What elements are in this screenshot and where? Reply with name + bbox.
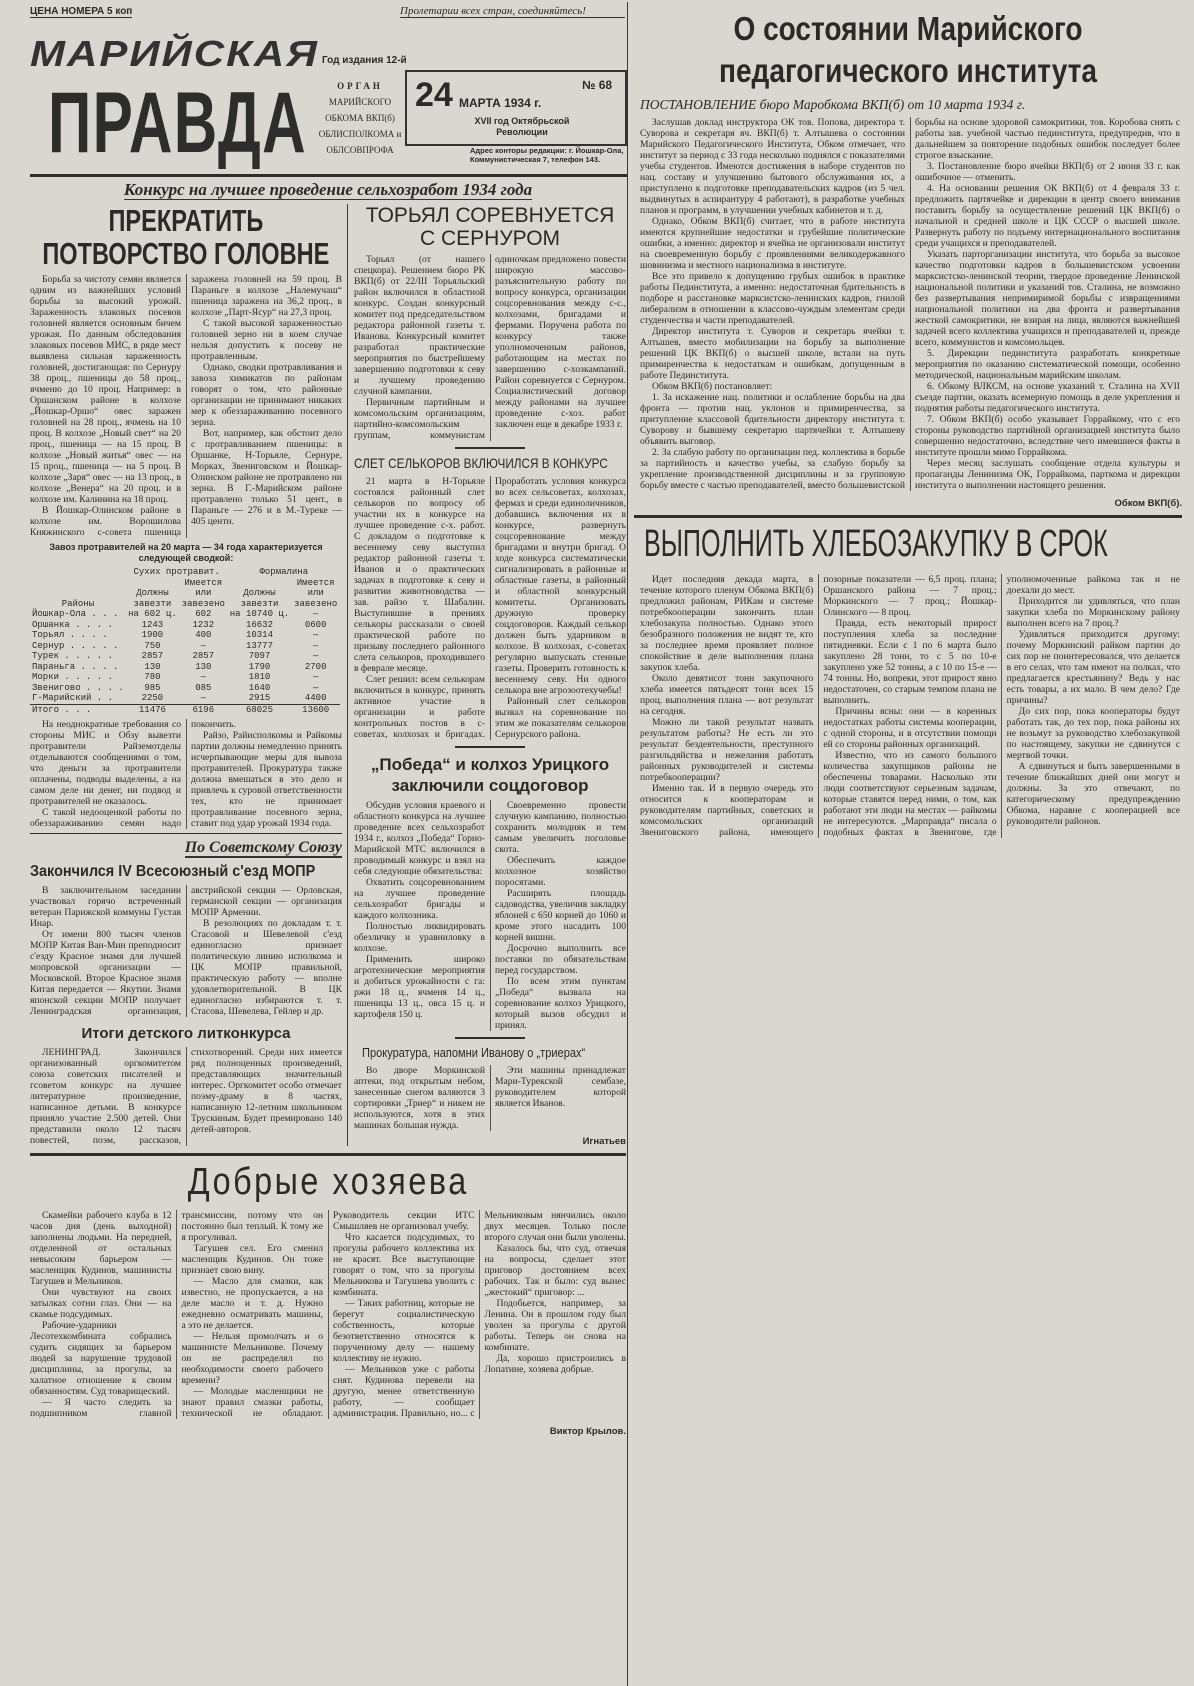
- paragraph: Можно ли такой результат назвать результатом работы? Не есть ли это результат бездеятельности, преступного разгильдяйства и нежелания работать районных руководителей и системы потребкооперации?: [640, 717, 814, 783]
- paragraph: — Нельзя промолчать и о машинисте Мельникове. Почему он не распределял по необходимости своего рабочего времени?: [181, 1331, 323, 1386]
- rubric-sovsoyuz: По Советскому Союзу: [184, 839, 342, 856]
- organ-line: МАРИЙСКОГО: [328, 97, 392, 107]
- headline-itogi: Итоги детского литконкурса: [81, 1025, 291, 1042]
- table-cell: —: [312, 682, 319, 693]
- paragraph: С такой высокой зараженностью головней зерно ни в коем случае нельзя допустить к посеву не протравленным.: [191, 318, 342, 362]
- paragraph: 21 марта в Н-Торьяле состоялся районный слет селькоров по вопросу об участии их в конкурсе на лучшее проведение с-х. работ. С докладом о подготовке к весеннему севу выступил редактор районной газеты т. Иванов и о практических задачах в подготовке к севу и развитии животноводства — зав. райзо т. Шабалин. Выступившие в прениях селькоры рассказали о своей практической работе по призыву последнего районного слета селькоров, проходившего в феврале месяце.: [354, 476, 485, 674]
- paragraph: Известно, что из самого большого количества закупщиков районы не обеспечены товарами. Насколько эти люди соответствуют серьезным задачам, которые ставятся перед ними, о том, как работают эти люди на местах — райкомы не интересуются. „Марправда“ писала о подобных фактах в Звенигове, где уполномоченные райкома так и не доехали до мест.: [823, 574, 1180, 838]
- table-cell: 6196: [192, 704, 215, 715]
- table-cell: на 602 ц.: [128, 609, 177, 619]
- headline-prekratit: [30, 204, 342, 270]
- paragraph: По всем этим пунктам „Победа“ вызвала на соревнование колхоз Урицкого, который вызов обсудил и принял.: [495, 976, 626, 1031]
- table-cell: 11476: [138, 704, 166, 715]
- table-cell: 10314: [245, 630, 273, 640]
- organ-line: ОРГАН: [337, 81, 383, 91]
- table-cell: 0600: [304, 619, 327, 630]
- table-row: [30, 651, 340, 662]
- table-row: [30, 662, 340, 673]
- table-row: [30, 672, 340, 683]
- headline-line: „Победа“ и колхоз Урицкого: [370, 755, 610, 774]
- paragraph: 7. Обком ВКП(б) особо указывает Горрайкому, что с его стороны руководство партийной организацией института было совершенно недостаточно, вследствие чего имевшиеся факты в институте прошли мимо Горрайкома.: [915, 414, 1180, 458]
- paragraph: Досрочно выполнить все поставки по обязательствам перед государством.: [495, 943, 626, 976]
- headline-slet: СЛЕТ СЕЛЬКОРОВ ВКЛЮЧИЛСЯ В КОНКУРС: [354, 455, 608, 471]
- paragraph: Своевременно провести случную кампанию, полностью сохранить молодняк и тем самым увеличить поголовье скота.: [495, 800, 626, 855]
- issue-number: № 68: [582, 78, 613, 92]
- table-cell: —: [312, 609, 319, 619]
- table-cell: —: [200, 640, 207, 651]
- paragraph: Вот, например, как обстоит дело с протравливанием пшеницы: в Оршанке, Н-Торьяле, Сернуре, Морках, Звениговском и Йошкар-Олинском районе не протравлено ни зерна. В Г.-Марийском районе протравлено только 51 цент., в Параньге — 276 и в М.-Туреке — 405 центн.: [191, 428, 342, 527]
- paragraph: Применить широко агротехнические мероприятия и добиться урожайности с га: ржи 18 ц., ячменя 14 ц., пшеницы 13 ц., овса 15 ц. и картофеля 150 ц.: [354, 954, 485, 1020]
- paragraph: Указать парторганизации института, что борьба за высокое качество подготовки кадров в большевистском усвоении марксистско-ленинской теории, твердое проведение Ленинской национальной политики и указаний тов. Сталина, не возможно без развертывания непримиримой борьбы с извращениями национальной политики на два фронта и развертывания жесткой самокритики, не взирая на лица, являются важнейшей задачей всего коллектива учащихся и преподавателей и, прежде всего, коммунистов и комсомольцев.: [915, 249, 1180, 348]
- organ-line: ОБКОМА ВКП(б): [325, 113, 395, 123]
- table-cell: 13600: [302, 704, 330, 715]
- article-slet-body: [354, 476, 626, 740]
- date-month-year: МАРТА 1934 г.: [459, 96, 542, 110]
- headline-toryal: [354, 204, 626, 250]
- paragraph: От имени 800 тысяч членов МОПР Китая Ван-Мин преподносит с'езду Красное знамя для лучшей мопровской организации — Московской. Второе Красное знамя Китая передается — Якутии. Знамя японской секции МОПР получает Ленинградская организация, австрийской секции — Орловская, германской секции — организация МОПР Армении.: [30, 885, 342, 1017]
- headline-khlebozakupka: ВЫПОЛНИТЬ ХЛЕБОЗАКУПКУ В СРОК: [644, 523, 1108, 565]
- paragraph: Обком ВКП(б) постановляет:: [652, 381, 773, 392]
- right-region: [634, 8, 1182, 838]
- table-column-header: Имеется или завезено: [294, 577, 338, 609]
- table-cell: 2250: [141, 693, 164, 703]
- subhead-postanovlenie: ПОСТАНОВЛЕНИЕ бюро Маробкома ВКП(б) от 10 марта 1934 г.: [640, 97, 1026, 112]
- table-row: [30, 693, 340, 704]
- paragraph: Во дворе Моркинской аптеки, под открытым небом, занесенные снегом валяются 3 сортировки „Триер“ и никем не используются, хотя в этих машинах большая нужда.: [354, 1065, 485, 1131]
- paragraph: В Йошкар-Олинском районе в колхозе им. Ворошилова Княжинского с-совета пшеница заражена головней на 59 проц. В Параньге в колхозе „Налемучаш“ пшеница заражена на 36,2 проц., в колхозе „Парт-Ясур“ на 27,3 проц.: [30, 274, 342, 538]
- paragraph: Рабочие-ударники Лесотехкомбината собрались судить сидящих за барьером людей за нарушение трудовой дисциплины, за прогулы, за халатное отношение к своим обязанностям. Суд товарищеский.: [30, 1320, 172, 1397]
- table-cell: 1232: [192, 619, 215, 630]
- paragraph: В заключительном заседании участвовал горячо встреченный ветеран Парижской коммуны Густав Инар.: [30, 885, 181, 929]
- paragraph: — Таких работниц, которые не берегут социалистическую собственность, которые безответственно относятся к порученному делу — нашему коллективу не нужно.: [333, 1298, 475, 1364]
- paragraph: Скамейки рабочего клуба в 12 часов дня (день выходной) заполнены людьми. На передней, отделенной от остальных невысоким барьером — масленщик Кудинов, машинисты Тагушев и Мельников.: [30, 1210, 172, 1287]
- headline-line: ТОРЬЯЛ СОРЕВНУЕТСЯ: [365, 204, 615, 227]
- table-column-header: Должны завезти: [240, 588, 279, 609]
- table-cell: —: [312, 630, 319, 640]
- paragraph: Идет последняя декада марта, в течение которого пленум Обкома ВКП(б) предложил районам, РИКам и системе потребкооперации закончить план хлебозакупа полностью. Однако этого безобразного положения не видят те, кто за последнее время проявляет полное спокойствие в деле выполнения плана закупок хлеба.: [640, 574, 814, 673]
- table-total-row: [30, 704, 340, 715]
- paragraph: Районный слет селькоров вызвал на соревнование по этим же показателям селькоров Сернурского района.: [495, 696, 626, 740]
- headline-line: О состоянии Марийского: [733, 10, 1083, 47]
- paragraph: Торьял (от нашего спецкора). Решением бюро РК ВКП(б) от 22/III Торьяльский район включился в областной конкурс. Создан конкурсный комитет под председательством редактора районной газеты т. Иванова. Конкурсный комитет разработал практические мероприятия по быстрейшему завершению подготовки к севу и лучшему проведению случной кампании.: [354, 254, 485, 397]
- paragraph: Правда, есть некоторый прирост поступления хлеба за последние пятидневки. Если с 1 по 6 марта было закуплено 28 тонн, то с 5 по 10-е закуплено уже 52 тонны, а с 10 по 15-е — 74 тонны. Но, вопреки, этот прирост явно недостаточен, со старым темпом плана не выполнить.: [823, 618, 997, 706]
- paragraph: Все это привело к допущению грубых ошибок в практике работы Пединститута, а именно: недостаточная бдительность в подборе и расстановке марксистско-ленинских кадров, гнилой либерализм в отношении к классово-чуждым элементам среди студенчества и части преподавателей.: [640, 271, 905, 326]
- paragraph: 1. За искажение нац. политики и ослабление борьбы на два фронта — против нац. уклонов и примиренчества, за притупление классовой бдительности директору института т. Суворову и бывшему секретарю партячейки т. Алтышеву объявить выговор.: [640, 392, 905, 447]
- paragraph: С такой недооценкой работы по обеззараживанию семян надо покончить.: [30, 719, 236, 829]
- table-cell: Йошкар-Ола . . .: [32, 609, 119, 619]
- table-row: [30, 641, 340, 652]
- editorial-address: Адрес конторы редакции: г. Йошкар-Ола, Коммунистическая 7, телефон 143.: [470, 146, 624, 164]
- left-region: [30, 180, 626, 1439]
- paragraph: Однако, сводки протравливания и завоза химикатов по районам говорят о том, что районные организации не принимают никаких мер к обеззараживанию посевного зерна.: [191, 362, 342, 428]
- table-row: [30, 683, 340, 694]
- paragraph: Первичным партийным и комсомольским организациям, партийно-комсомольским группам, коммунистам одиночкам предложено повести широкую массово-разъяснительную работу по вопросу конкурса, организации соцсоревнования между с-с., колхозами, бригадами и фермами. Поручена работа по конкурсу также уполномоченным районов, работающим на местах по завершению с-хозкампаний. Район соревнуется с Сернуром. Социалистический договор между районами на лучшее проведение с-хоз. работ заключен еще в декабре 1933 г.: [354, 254, 626, 441]
- table-cell: на 10740 ц.: [229, 609, 290, 619]
- table-group-header: Формалина: [259, 567, 309, 577]
- table-cell: 1243: [141, 619, 164, 630]
- paragraph: Удивляться приходится другому: почему Моркинский райком партии до сих пор не поинтересовался, что делается в его селах, что там имеют на полках, что предлагается крестьянину? Ведь у нас есть товары, а их мало. В чем дело? Где причины?: [1006, 629, 1180, 706]
- paragraph: В резолюциях по докладам т. т. Стасовой и Шевелевой с'езд единогласно признает политическую линию исполкома и ЦК МОПР правильной, практическую работу — вполне удовлетворительной. В ЦК единогласно избираются т. т. Стасова, Шевелева, Гейлер и др.: [191, 918, 342, 1017]
- table-cell: 4400: [304, 693, 327, 703]
- paragraph: Около девятисот тонн закупочного хлеба имеется пятьдесят тонн всех 15 проц. выполнения плана — вот результат на сегодня.: [640, 673, 814, 717]
- table-cell: Сернур . . . . .: [32, 640, 119, 651]
- table-cell: 1790: [248, 661, 271, 672]
- table-cell: 1640: [248, 682, 271, 693]
- paragraph: Охватить соцсоревнованием на лучшее проведение сельхозработ бригады и каждого колхозника.: [354, 877, 485, 921]
- paragraph: Однако, Обком ВКП(б) считает, что в работе института имеются крупнейшие недостатки и грубейшие политические ошибки, а именно: директор и ячейка не организовали институт на своевременную борьбу с проявлениями великодержавного шовинизма и местного национализма в институте.: [640, 216, 905, 271]
- table-cell: Оршанка . . . .: [32, 619, 114, 630]
- paragraph: Подобьется, например, за Ленина. Он в прошлом году был уволен за прогулы с другой работы. Теперь он снова на комбинате.: [484, 1298, 626, 1353]
- article-toryal-body: [354, 254, 626, 441]
- article-dobrye-body: [30, 1210, 626, 1419]
- table-cell: Морки . . . . .: [32, 672, 114, 682]
- table-cell: 130: [144, 661, 161, 672]
- article-prokuratura-body: [354, 1065, 626, 1131]
- headline-prokuratura: Прокуратура, напомни Иванову о „триерах“: [362, 1045, 586, 1060]
- masthead-title-line1: МАРИЙСКАЯ: [30, 33, 319, 74]
- date-box: [405, 70, 627, 146]
- signature-ignatiev: Игнатьев: [582, 1136, 626, 1147]
- table-cell: 1900: [141, 630, 164, 640]
- headline-line: ПРЕКРАТИТЬ: [108, 203, 264, 238]
- table-cell: Турек . . . . .: [32, 651, 114, 661]
- headline-line: ПОТВОРСТВО ГОЛОВНЕ: [42, 236, 330, 271]
- paragraph: Директор института т. Суворов и секретарь ячейки т. Алтышев, вместо мобилизации на борьбу за выполнение решений ЦК ВКП(б) о высшей школе, встали на путь примиренчества к недостаткам и ошибкам, допущенным в работе Пединститута.: [640, 326, 905, 381]
- paragraph: Борьба за чистоту семян является одним из важнейших условий борьбы за высокий урожай. Зараженность злаковых посевов головней является основным бичем урожая. По данным обследования злаковых посевов МИС, в ряде мест выявлена сильная зараженность головней, достигающая: по Сернуру 38 проц., пшеницы до 58 проц., ячменю до 10 проц. Например: в Оршанском районе в колхозе „Йошкар-Оршо“ овес заражен головней на 28 проц., ячмень на 10 проц. В колхозе „Новый свет“ на 20 проц., пшеница — на 15 проц. В колхозе „Новый житья“ овес — на 15 проц., пшеница — на 5 проц. В колхозе „Заря“ овес — на 13 проц., в колхозе „Венера“ на 20 проц. и в колхозе им. Калинина на 18 проц.: [30, 274, 181, 505]
- left-stack: [30, 204, 348, 1146]
- table-column-header: Должны завезти: [133, 588, 172, 609]
- slogan: Пролетарии всех стран, соединяйтесь!: [400, 5, 625, 18]
- paragraph: На неоднократные требования со стороны МИС и Обзу вывезти протравители Райземотделы отделываются сообщениями о том, что деньги за протравители оплачены, подводы выделены, а на самом деле ни денег, ни подвод и протравителей не оказалось.: [30, 719, 181, 807]
- paragraph: Да, хорошо пристроились в Лопатине, хозяева добрые.: [484, 1353, 626, 1375]
- table-cell: 68025: [245, 704, 273, 715]
- table-cell: 2915: [248, 693, 271, 703]
- headline-pedinstitut: [634, 8, 1182, 92]
- middle-stack: [354, 204, 626, 1149]
- paragraph: Эти машины принадлежат Мари-Турекской сембазе, руководителем которой является Иванов.: [495, 1065, 626, 1109]
- revolution-year: XVII год Октябрьской Революции: [474, 116, 570, 137]
- table-row: [30, 609, 340, 620]
- paragraph: Что касается подсудимых, то прогулы рабочего коллектива их не красят. Все выступающие говорят о том, что за прогулы Мельникова и Тагушева уволить с комбината.: [333, 1232, 475, 1298]
- article-prekratit-body: [30, 274, 342, 538]
- paragraph: Через месяц заслушать сообщение отдела культуры и пропаганды Ленинизма ОК, Горрайкома, парткома и дирекции института о выполнении настоящего решения.: [915, 458, 1180, 491]
- table-cell: 085: [195, 682, 212, 693]
- table-cell: 13777: [245, 640, 273, 651]
- paragraph: Заслушав доклад инструктора ОК тов. Попова, директора т. Суворова и секретаря яч. ВКП(б) т. Алтышева о состоянии Марийского Педагогического Института, Обком отмечает, что институт за период с 33 года несколько поднялся с показателями учебы студентов. Имеются достижения в наборе студентов по нац. составу и улучшению бытового обслуживания их, а приступлено к подготовке преподавательских кадров (из 5 чел. выдвинутых в аспирантуру 4 работают), в разработке учебных планов и программ, в улучшении учебных кабинетов и т. д.: [640, 117, 905, 216]
- signature-krylov: Виктор Крылов.: [549, 1426, 626, 1437]
- paragraph: А сдвинуться и быть завершенными в течение ближайших дней они могут и должны. За это отвечают, по категорическому предупреждению Обкома, наравне с кооперацией все руководители районов.: [1006, 761, 1180, 827]
- paragraph: 4. На основании решения ОК ВКП(б) от 4 февраля 33 г. предложить партячейке и дирекции в центр своего внимания поставить борьбу за осуществление решений ЦК ВКП(б) о начальной и средней школе и ЦК СССР о высшей школе. Развернуть работу по подъему интернационального воспитания среди учащихся и преподавателей.: [915, 183, 1180, 249]
- headline-dobrye: Добрые хозяева: [187, 1161, 469, 1203]
- paragraph: — Я часто следить за подшипником главной трансмиссии, потому что он постоянно был теплый. К тому же я прогуливал.: [30, 1210, 323, 1419]
- article-mopr-body: [30, 885, 342, 1017]
- table-cell: 16632: [245, 619, 273, 630]
- table-cell: 2700: [304, 661, 327, 672]
- paragraph: 5. Дирекции пединститута разработать конкретные мероприятия по оказанию систематической помощи, особенно методической, национальным марийским школам.: [915, 348, 1180, 381]
- table-cell: Итого . . .: [32, 704, 92, 715]
- year-of-issue: Год издания 12-й: [322, 55, 407, 66]
- headline-line: заключили соцдоговор: [391, 776, 589, 795]
- table-cell: —: [200, 672, 207, 682]
- table-cell: 750: [144, 640, 161, 651]
- table-cell: 2857: [141, 651, 164, 661]
- table-cell: Торьял . . . .: [32, 630, 108, 640]
- article-khlebozakupka-body: [634, 574, 1182, 838]
- protravitel-table: [30, 567, 340, 715]
- table-cell: 1810: [248, 672, 271, 682]
- paragraph: Слет решил: всем селькорам включиться в конкурс, принять активное участие в организации и работе контрольных постов в с-советах, колхозах и бригадах. Проработать условия конкурса во всех сельсоветах, колхозах, фермах и среди единоличников, добавшись включения их в конкурсе, развернуть соцсоревнование между бригадами и внутри бригад. О ходе конкурса систематически сигнализировать в районные и областные газеты, в районный и областной конкурсный комитеты. Организовать дружную проверку соцдоговоров. Каждый селькор должен быть ударником в колхозе. В колхозах, с-советах регулярно выпускать стенные газеты. Проверить готовность к весеннему севу. Ни одного селькора вне агрозоотехучебы!: [354, 476, 626, 740]
- table-cell: 780: [144, 672, 161, 682]
- table-cell: 2857: [192, 651, 215, 661]
- paragraph: Обеспечить каждое колхозное хозяйство поросятами.: [495, 855, 626, 888]
- paragraph: 6. Обкому ВЛКСМ, на основе указаний т. Сталина на XVII съезде партии, оказать всемерную помощь в деле укрепления и поднятия работы педагогического института.: [915, 381, 1180, 414]
- table-row: [30, 620, 340, 631]
- headline-line: С СЕРНУРОМ: [419, 227, 561, 250]
- sowing-table-caption: Завоз протравителей на 20 марта — 34 года характеризуется следующей сводкой:: [49, 542, 323, 563]
- paragraph: Полностью ликвидировать обезличку и уравниловку в колхозе.: [354, 921, 485, 954]
- article-pedinstitut-body: [634, 117, 1182, 491]
- signature-obkom: Обком ВКП(б).: [1114, 498, 1182, 509]
- masthead-title-line2: ПРАВДА: [48, 75, 308, 171]
- paragraph: — Масло для смазки, как известно, не пропускается, а на деле масло и т. д. Нужно ежедневно осматривать машины, а это не делается.: [181, 1276, 323, 1331]
- article-itogi-body: [30, 1047, 342, 1146]
- table-cell: —: [200, 693, 207, 703]
- table-cell: Г-Марийский . .: [32, 693, 114, 703]
- paragraph: 3. Постановление бюро ячейки ВКП(б) от 2 июня 33 г. как ошибочное — отменить.: [915, 161, 1180, 183]
- organ-line: ОБЛСОВПРОФА: [326, 145, 394, 155]
- headline-pobeda: [354, 754, 626, 796]
- paragraph: Обсудив условия краевого и областного конкурса на лучшее проведение всех сельхозработ 1934 г., колхоз „Победа“ Горно-Марийской МТС включился в проводимый конкурс и взял на себя следующие обязательства:: [354, 800, 485, 877]
- headline-mopr: Закончился IV Всесоюзный с'езд МОПР: [30, 863, 316, 880]
- paragraph: ЛЕНИНГРАД. Закончился организованный оргкомитетом союза советских писателей и гсоветом конкурс на лучшее литературное произведение, написанное детьми. В конкурсе приняло участие 2.500 детей. Они представили около 12 тысяч повестей, поэм, рассказов, стихотворений. Среди них имеется ряд полноценных произведений, представляющих значительный интерес. Оргкомитет особо отмечает поэму-драму в 8 частях, написанную 12-летним школьником Трускиным. Будет премировано 140 детей-авторов.: [30, 1047, 342, 1146]
- paragraph: Причины ясны: они — в коренных недостатках работы системы кооперации, с одной стороны, и в отсутствии помощи ей со стороны районных организаций.: [823, 706, 997, 750]
- paragraph: Они чувствуют на своих затылках сотни глаз. Они — на скамье подсудимых.: [30, 1287, 172, 1320]
- organ-line: ОБЛИСПОЛКОМА и: [318, 129, 402, 139]
- table-cell: 7097: [248, 651, 271, 661]
- table-cell: 400: [195, 630, 212, 640]
- paragraph: Казалось бы, что суд, отвечая на вопросы, сделает этот приговор достоянием всех рабочих. Так и было: суд вынес „жестокий“ приговор: ...: [484, 1243, 626, 1298]
- paragraph: Именно так. И в первую очередь это относится к кооператорам и руководителям партийных, советских и комсомольских организаций Звениговского района, имеющего позорные показатели — 6,5 проц. плана; Оршанского района — 7 проц.; Моркинского — 7 проц.; Йошкар-Олинского — 8 проц.: [640, 574, 997, 838]
- paragraph: — Мельников уже с работы снят. Кудинова перевели на другую, менее ответственную работу, — сообщает администрация. Правильно, но... с Мельниковым нянчились около двух месяцев. Только после второго случая они были уволены.: [333, 1210, 626, 1419]
- contest-banner: Конкурс на лучшее проведение сельхозработ 1934 года: [123, 180, 533, 199]
- table-cell: Параньга . . . .: [32, 661, 119, 672]
- table-column-header: Имеется или завезено: [181, 577, 225, 609]
- price-label: ЦЕНА НОМЕРА 5 коп: [30, 6, 133, 17]
- table-column-header: Районы: [61, 598, 95, 609]
- table-row: [30, 630, 340, 641]
- paragraph: Тагушев сел. Его сменил масленщик Кудинов. Он тоже признает свою вину.: [181, 1243, 323, 1276]
- paragraph: Райзо, Райисполкомы и Райкомы партии должны немедленно принять исчерпывающие меры для вывоза протравителей. Прокуратура также должна вмешаться в это дело и привлечь к суровой ответственности тех, кто не принимает протравливание посевного зерна, ставит под удар урожай 1934 года.: [191, 730, 342, 829]
- table-cell: 130: [195, 661, 212, 672]
- table-cell: —: [312, 651, 319, 661]
- table-cell: 985: [144, 682, 161, 693]
- headline-line: педагогического института: [719, 52, 1097, 89]
- organ-block: [318, 78, 402, 158]
- table-cell: Звенигово . . . .: [32, 682, 124, 693]
- table-cell: —: [312, 640, 319, 651]
- table-cell: 602: [195, 609, 212, 619]
- paragraph: До сих пор, пока кооператоры будут работать так, до тех пор, пока районы их не возьмут за руководство хлебозакупкой по настоящему, закупки не сдвинутся с мертвой точки.: [1006, 706, 1180, 761]
- paragraph: Расширять площадь садоводства, увеличив закладку яблоней с 650 корней до 1060 и кроме этого насадить 100 корней вишни.: [495, 888, 626, 943]
- date-day: 24: [415, 76, 453, 114]
- paragraph: — Молодые масленщики не знают правил смазки работы, технической не обладают. Руководитель секции ИТС Смышляев не организовал учебу.: [181, 1210, 475, 1419]
- table-cell: —: [312, 672, 319, 682]
- table-group-header: Сухих протравит.: [133, 567, 220, 577]
- article-prekratit-body2: [30, 719, 342, 829]
- article-pobeda-body: [354, 800, 626, 1031]
- paragraph: Приходится ли удивляться, что план закупки хлеба по Моркинскому району выполнен всего на 7 проц.?: [1006, 596, 1180, 629]
- paragraph: 2. За слабую работу по организации пед. коллектива в борьбе за партийность и качество учебы, за слабую борьбу за укрепление производственной дисциплины и за групповую борьбу вместе с частью преподавателей, вместо большевистской борьбы на основе здоровой самокритики, тов. Коробова снять с работы зав. учебной частью пединститута, предупредив, что в дальнейшем за повторение подобных ошибок последует более строгое взыскание.: [640, 117, 1180, 491]
